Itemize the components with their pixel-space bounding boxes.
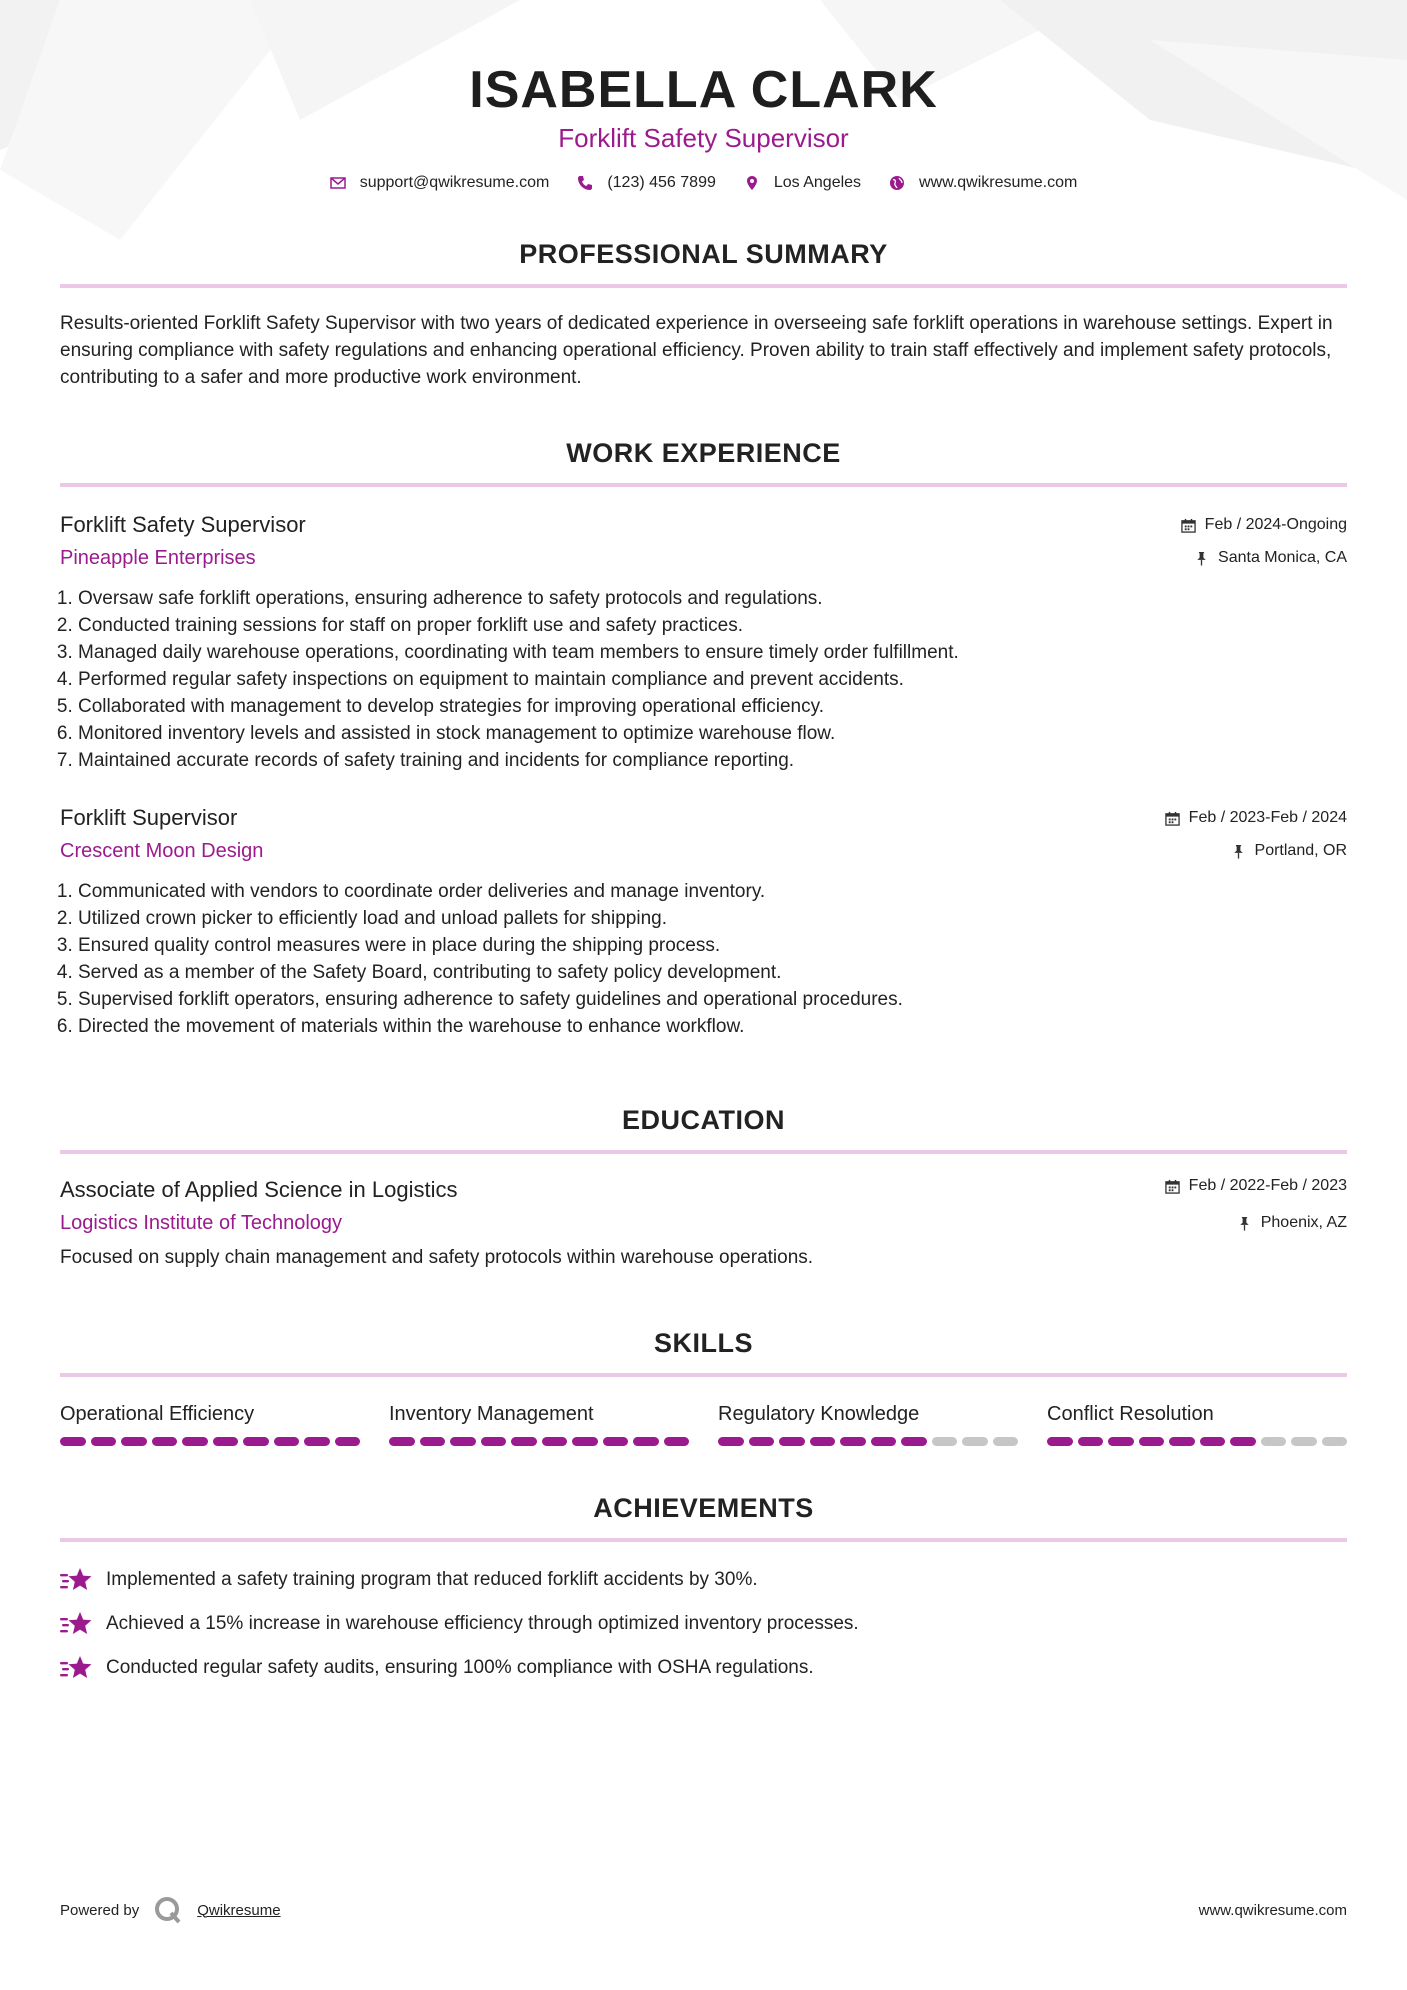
skill-level-segment [1047, 1437, 1073, 1446]
contact-website[interactable] [889, 174, 1077, 192]
job-dates [1181, 515, 1347, 535]
section-divider [60, 1373, 1347, 1377]
job-dates-text: Feb / 2023-Feb / 2024 [1188, 809, 1347, 826]
skill-level-segment [1230, 1437, 1256, 1446]
achievement-item [60, 1610, 1347, 1637]
education-section [60, 1104, 1347, 1271]
job-dates-text: Feb / 2024-Ongoing [1204, 516, 1347, 533]
pin-icon [1231, 844, 1246, 859]
skill-level-segment [1078, 1437, 1104, 1446]
skill-level-segment [901, 1437, 927, 1446]
skill-level-segment [749, 1437, 775, 1446]
list-item: 1. Oversaw safe forklift operations, ensuring adherence to safety protocols and regulations. [78, 585, 1347, 612]
calendar-icon [1181, 518, 1196, 533]
skill-level-segment [1261, 1437, 1287, 1446]
skill-level-segment [1139, 1437, 1165, 1446]
skill-level-segment [962, 1437, 988, 1446]
skill-level-bar [1047, 1437, 1347, 1446]
achievements-section [60, 1492, 1347, 1681]
skill-level-segment [60, 1437, 86, 1446]
list-item: 6. Directed the movement of materials within the warehouse to enhance workflow. [78, 1013, 1347, 1040]
job-company: Pineapple Enterprises [60, 547, 256, 569]
page-footer [60, 1895, 1347, 1925]
job-title: Forklift Supervisor [60, 805, 238, 830]
globe-icon [889, 175, 905, 191]
list-item: 7. Maintained accurate records of safety training and incidents for compliance reporting. [78, 747, 1347, 774]
envelope-icon [330, 175, 346, 191]
degree-title: Associate of Applied Science in Logistics [60, 1177, 458, 1202]
skill-level-bar [389, 1437, 689, 1446]
education-dates-text: Feb / 2022-Feb / 2023 [1188, 1177, 1347, 1194]
school-name: Logistics Institute of Technology [60, 1212, 343, 1234]
skill-item [389, 1401, 689, 1446]
qwikresume-logo-icon [153, 1895, 183, 1925]
job-bullets [60, 585, 1347, 774]
phone-icon [577, 175, 593, 191]
calendar-icon [1165, 811, 1180, 826]
skill-level-segment [840, 1437, 866, 1446]
skill-level-segment [389, 1437, 415, 1446]
section-heading-achievements: ACHIEVEMENTS [593, 1493, 814, 1523]
skill-level-segment [121, 1437, 147, 1446]
education-location [1165, 1213, 1347, 1233]
skill-level-segment [182, 1437, 208, 1446]
list-item: 4. Served as a member of the Safety Board, contributing to safety policy development. [78, 959, 1347, 986]
skill-level-segment [603, 1437, 629, 1446]
job-bullets [60, 878, 1347, 1040]
contact-phone-text: (123) 456 7899 [607, 174, 716, 191]
list-item: 3. Managed daily warehouse operations, coordinating with team members to ensure timely order fulfillment. [78, 639, 1347, 666]
section-heading-education: EDUCATION [622, 1105, 785, 1135]
contact-location-text: Los Angeles [773, 174, 862, 191]
skill-level-segment [481, 1437, 507, 1446]
skill-name: Regulatory Knowledge [718, 1403, 920, 1425]
skill-level-segment [335, 1437, 361, 1446]
skill-name: Operational Efficiency [60, 1403, 255, 1425]
pin-icon [1194, 551, 1209, 566]
skill-level-segment [450, 1437, 476, 1446]
star-icon [60, 1611, 92, 1637]
skill-level-segment [304, 1437, 330, 1446]
skill-level-segment [664, 1437, 690, 1446]
skill-level-segment [932, 1437, 958, 1446]
skill-level-segment [1291, 1437, 1317, 1446]
list-item: 3. Ensured quality control measures were in place during the shipping process. [78, 932, 1347, 959]
skill-level-segment [633, 1437, 659, 1446]
skill-level-segment [542, 1437, 568, 1446]
job-location-text: Portland, OR [1254, 842, 1347, 859]
section-divider [60, 1538, 1347, 1542]
skill-level-segment [243, 1437, 269, 1446]
section-divider [60, 483, 1347, 487]
candidate-name: ISABELLA CLARK [469, 61, 938, 119]
job-entry [60, 804, 1347, 1040]
list-item: 5. Supervised forklift operators, ensuring adherence to safety guidelines and operational procedures. [78, 986, 1347, 1013]
section-heading-skills: SKILLS [653, 1328, 753, 1358]
skill-level-bar [718, 1437, 1018, 1446]
education-dates [1165, 1176, 1347, 1196]
contact-email-text: support@qwikresume.com [359, 174, 550, 191]
skills-section [60, 1327, 1347, 1446]
skill-level-segment [91, 1437, 117, 1446]
list-item: 6. Monitored inventory levels and assisted in stock management to optimize warehouse flow. [78, 720, 1347, 747]
education-description: Focused on supply chain management and safety protocols within warehouse operations. [60, 1247, 814, 1268]
skill-item [1047, 1401, 1347, 1446]
education-location-text: Phoenix, AZ [1260, 1214, 1347, 1231]
section-heading-summary: PROFESSIONAL SUMMARY [519, 239, 888, 269]
achievements-list [60, 1566, 1347, 1681]
job-location-text: Santa Monica, CA [1218, 549, 1347, 566]
contact-location [744, 174, 861, 192]
calendar-icon [1165, 1179, 1180, 1194]
skill-item [60, 1401, 360, 1446]
skill-level-segment [213, 1437, 239, 1446]
experience-section [60, 437, 1347, 1040]
list-item: 5. Collaborated with management to develop strategies for improving operational efficiency. [78, 693, 1347, 720]
job-company: Crescent Moon Design [60, 840, 264, 862]
contact-bar [60, 174, 1347, 192]
achievement-item [60, 1566, 1347, 1593]
contact-email[interactable] [330, 174, 550, 192]
skill-level-segment [1200, 1437, 1226, 1446]
contact-phone[interactable] [577, 174, 716, 192]
skill-level-segment [810, 1437, 836, 1446]
section-divider [60, 1150, 1347, 1154]
candidate-title: Forklift Safety Supervisor [558, 123, 849, 153]
skill-level-segment [779, 1437, 805, 1446]
skill-level-segment [152, 1437, 178, 1446]
skills-list [60, 1401, 1347, 1446]
star-icon [60, 1655, 92, 1681]
skill-level-segment [1108, 1437, 1134, 1446]
star-icon [60, 1567, 92, 1593]
map-marker-icon [744, 175, 760, 191]
powered-by [60, 1895, 281, 1925]
skill-level-segment [420, 1437, 446, 1446]
achievement-text: Achieved a 15% increase in warehouse efficiency through optimized inventory processes. [106, 1613, 859, 1634]
section-divider [60, 284, 1347, 288]
skill-level-segment [993, 1437, 1019, 1446]
skill-level-segment [1322, 1437, 1348, 1446]
list-item: 2. Utilized crown picker to efficiently load and unload pallets for shipping. [78, 905, 1347, 932]
job-dates [1165, 808, 1347, 828]
brand-link[interactable]: Qwikresume [197, 1901, 281, 1919]
skill-name: Conflict Resolution [1047, 1403, 1214, 1425]
skill-name: Inventory Management [389, 1403, 594, 1425]
achievement-item [60, 1654, 1347, 1681]
skill-level-segment [511, 1437, 537, 1446]
job-entry [60, 511, 1347, 774]
footer-website[interactable]: www.qwikresume.com [1198, 1901, 1347, 1919]
summary-text: Results-oriented Forklift Safety Supervisor with two years of dedicated experience in overseeing safe forklift operations in warehouse settings. Expert in ensuring compliance with safety regulations and enhancing operational efficiency. Proven ability to train staff effectively and implement safety protocols, contributing to a safer and more productive work environment. [60, 313, 1333, 388]
list-item: 1. Communicated with vendors to coordinate order deliveries and manage inventory. [78, 878, 1347, 905]
skill-level-segment [274, 1437, 300, 1446]
contact-website-text: www.qwikresume.com [919, 174, 1078, 191]
section-heading-experience: WORK EXPERIENCE [566, 438, 841, 468]
achievement-text: Implemented a safety training program that reduced forklift accidents by 30%. [106, 1569, 758, 1590]
skill-level-segment [1169, 1437, 1195, 1446]
job-location [1165, 841, 1347, 861]
skill-level-segment [572, 1437, 598, 1446]
skill-item [718, 1401, 1018, 1446]
job-location [1181, 548, 1347, 568]
summary-section [60, 238, 1347, 391]
list-item: 4. Performed regular safety inspections on equipment to maintain compliance and prevent accidents. [78, 666, 1347, 693]
list-item: 2. Conducted training sessions for staff on proper forklift use and safety practices. [78, 612, 1347, 639]
education-entry [60, 1176, 1347, 1271]
pin-icon [1237, 1216, 1252, 1231]
skill-level-segment [718, 1437, 744, 1446]
job-title: Forklift Safety Supervisor [60, 512, 306, 537]
skill-level-bar [60, 1437, 360, 1446]
skill-level-segment [871, 1437, 897, 1446]
achievement-text: Conducted regular safety audits, ensuring 100% compliance with OSHA regulations. [106, 1657, 814, 1678]
powered-by-label: Powered by [60, 1901, 140, 1919]
